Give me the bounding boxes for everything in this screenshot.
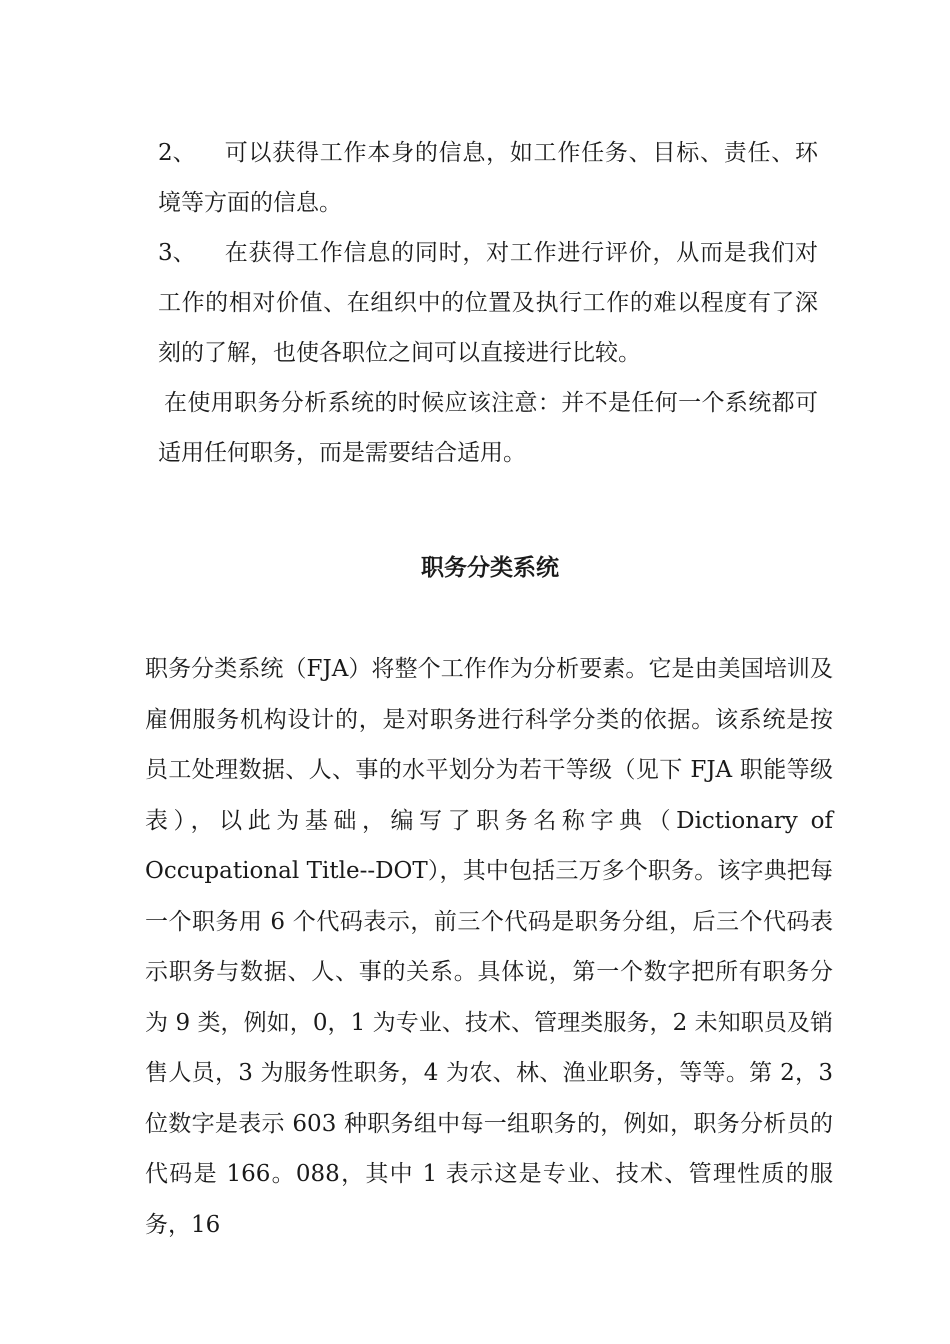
numbered-list — [158, 128, 818, 478]
list-item-number: 3、 — [158, 240, 196, 266]
list-item — [158, 128, 818, 228]
list-item-text: 可以获得工作本身的信息，如工作任务、目标、责任、环境等方面的信息。 — [158, 140, 818, 216]
list-item — [158, 228, 818, 378]
body-paragraph: 职务分类系统（FJA）将整个工作作为分析要素。它是由美国培训及雇佣服务机构设计的，是对职务进行科学分类的依据。该系统是按员工处理数据、人、事的水平划分为若干等级（见下 FJA 职能等级表），以此为基础，编写了职务名称字典（Dictionary of Occupational Title--DOT），其中包括三万多个职务。该字典把每一个职务用 6 个代码表示，前三个代码是职务分组，后三个代码表示职务与数据、人、事的关系。具体说，第一个数字把所有职务分为 9 类，例如，0，1 为专业、技术、管理类服务，2 未知职员及销售人员，3 为服务性职务，4 为农、林、渔业职务，等等。第 2，3 位数字是表示 603 种职务组中每一组职务的，例如，职务分析员的代码是 166。088，其中 1 表示这是专业、技术、管理性质的服务，16 — [145, 656, 833, 1238]
usage-note: 在使用职务分析系统的时候应该注意：并不是任何一个系统都可适用任何职务，而是需要结合适用。 — [158, 390, 818, 466]
list-item-text: 在获得工作信息的同时，对工作进行评价，从而是我们对工作的相对价值、在组织中的位置及执行工作的难以程度有了深刻的了解，也使各职位之间可以直接进行比较。 — [158, 240, 818, 366]
section-heading: 职务分类系统 — [421, 555, 559, 581]
list-item-number: 2、 — [158, 140, 196, 166]
